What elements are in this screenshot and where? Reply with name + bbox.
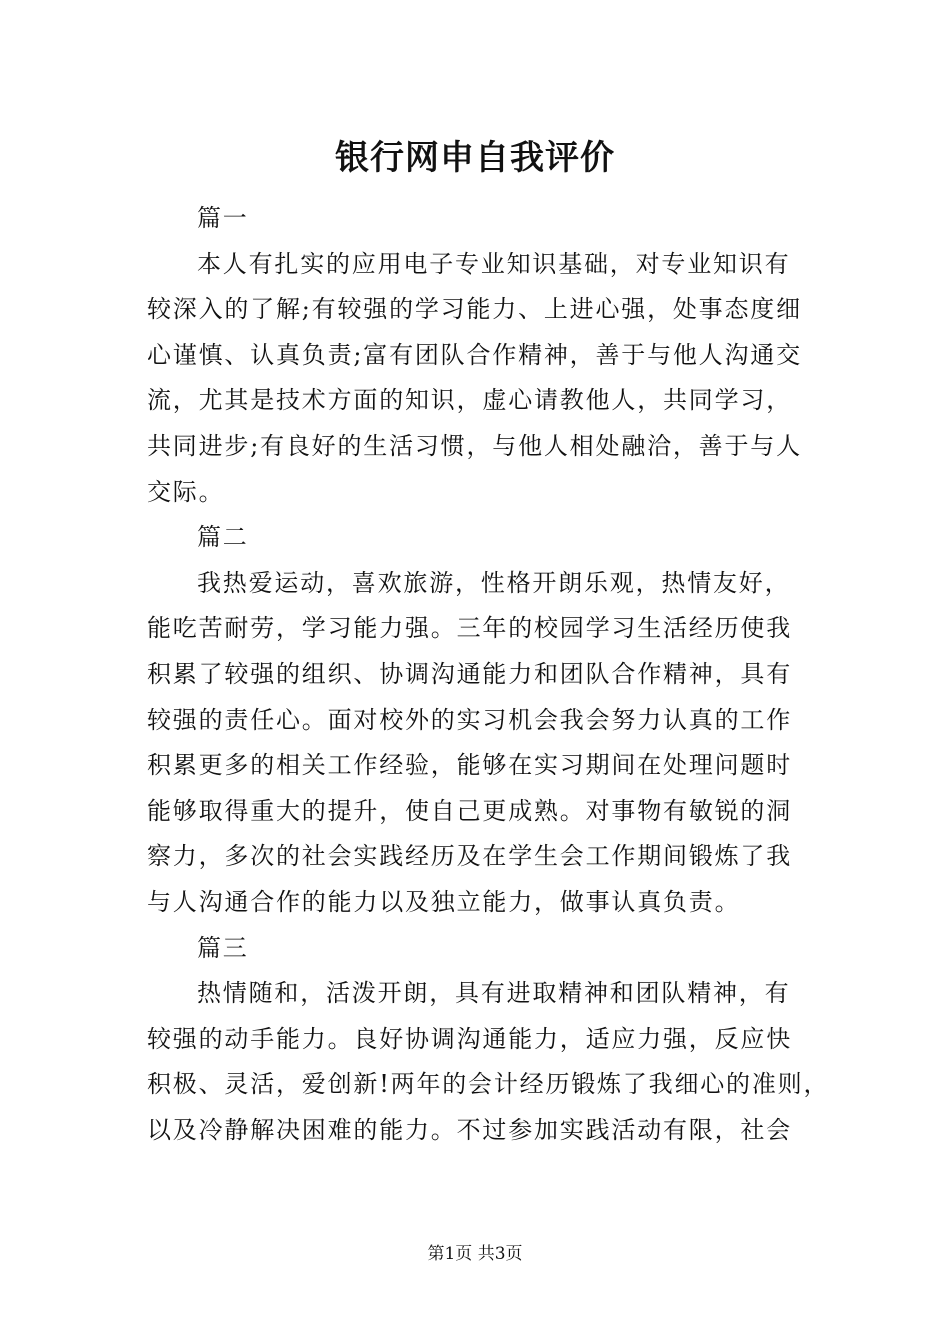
text-line: 以及冷静解决困难的能力。不过参加实践活动有限，社会 [147,1115,792,1144]
text-line: 热情随和，活泼开朗，具有进取精神和团队精神，有 [197,979,791,1008]
document-title: 银行网申自我评价 [335,138,615,178]
text-line: 能吃苦耐劳，学习能力强。三年的校园学习生活经历使我 [147,614,792,643]
text-line: 我热爱运动，喜欢旅游，性格开朗乐观，热情友好， [197,568,791,597]
text-line: 本人有扎实的应用电子专业知识基础，对专业知识有 [197,249,791,278]
section-heading: 篇一 [197,204,249,232]
section-heading: 篇二 [197,523,249,552]
text-line: 流，尤其是技术方面的知识，虚心请教他人，共同学习， [147,386,792,415]
text-line: 与人沟通合作的能力以及独立能力，做事认真负责。 [147,887,741,916]
text-line: 较强的动手能力。良好协调沟通能力，适应力强，反应快 [147,1024,792,1053]
page-footer: 第1页 共3页 [427,1244,523,1264]
text-line: 交际。 [147,477,225,506]
text-line: 较深入的了解;有较强的学习能力、上进心强，处事态度细 [147,295,802,324]
text-line: 心谨慎、认真负责;富有团队合作精神，善于与他人沟通交 [147,340,802,369]
text-line: 能够取得重大的提升，使自己更成熟。对事物有敏锐的洞 [147,796,792,825]
text-line: 积累更多的相关工作经验，能够在实习期间在处理问题时 [147,751,792,780]
text-line: 察力，多次的社会实践经历及在学生会工作期间锻炼了我 [147,842,792,871]
text-line: 积累了较强的组织、协调沟通能力和团队合作精神，具有 [147,659,792,688]
document-body [147,196,830,1153]
text-line: 积极、灵活，爱创新!两年的会计经历锻炼了我细心的准则， [147,1070,830,1099]
text-line: 共同进步;有良好的生活习惯，与他人相处融洽，善于与人 [147,431,802,460]
section-heading: 篇三 [197,933,249,962]
text-line: 较强的责任心。面对校外的实习机会我会努力认真的工作 [147,705,792,734]
